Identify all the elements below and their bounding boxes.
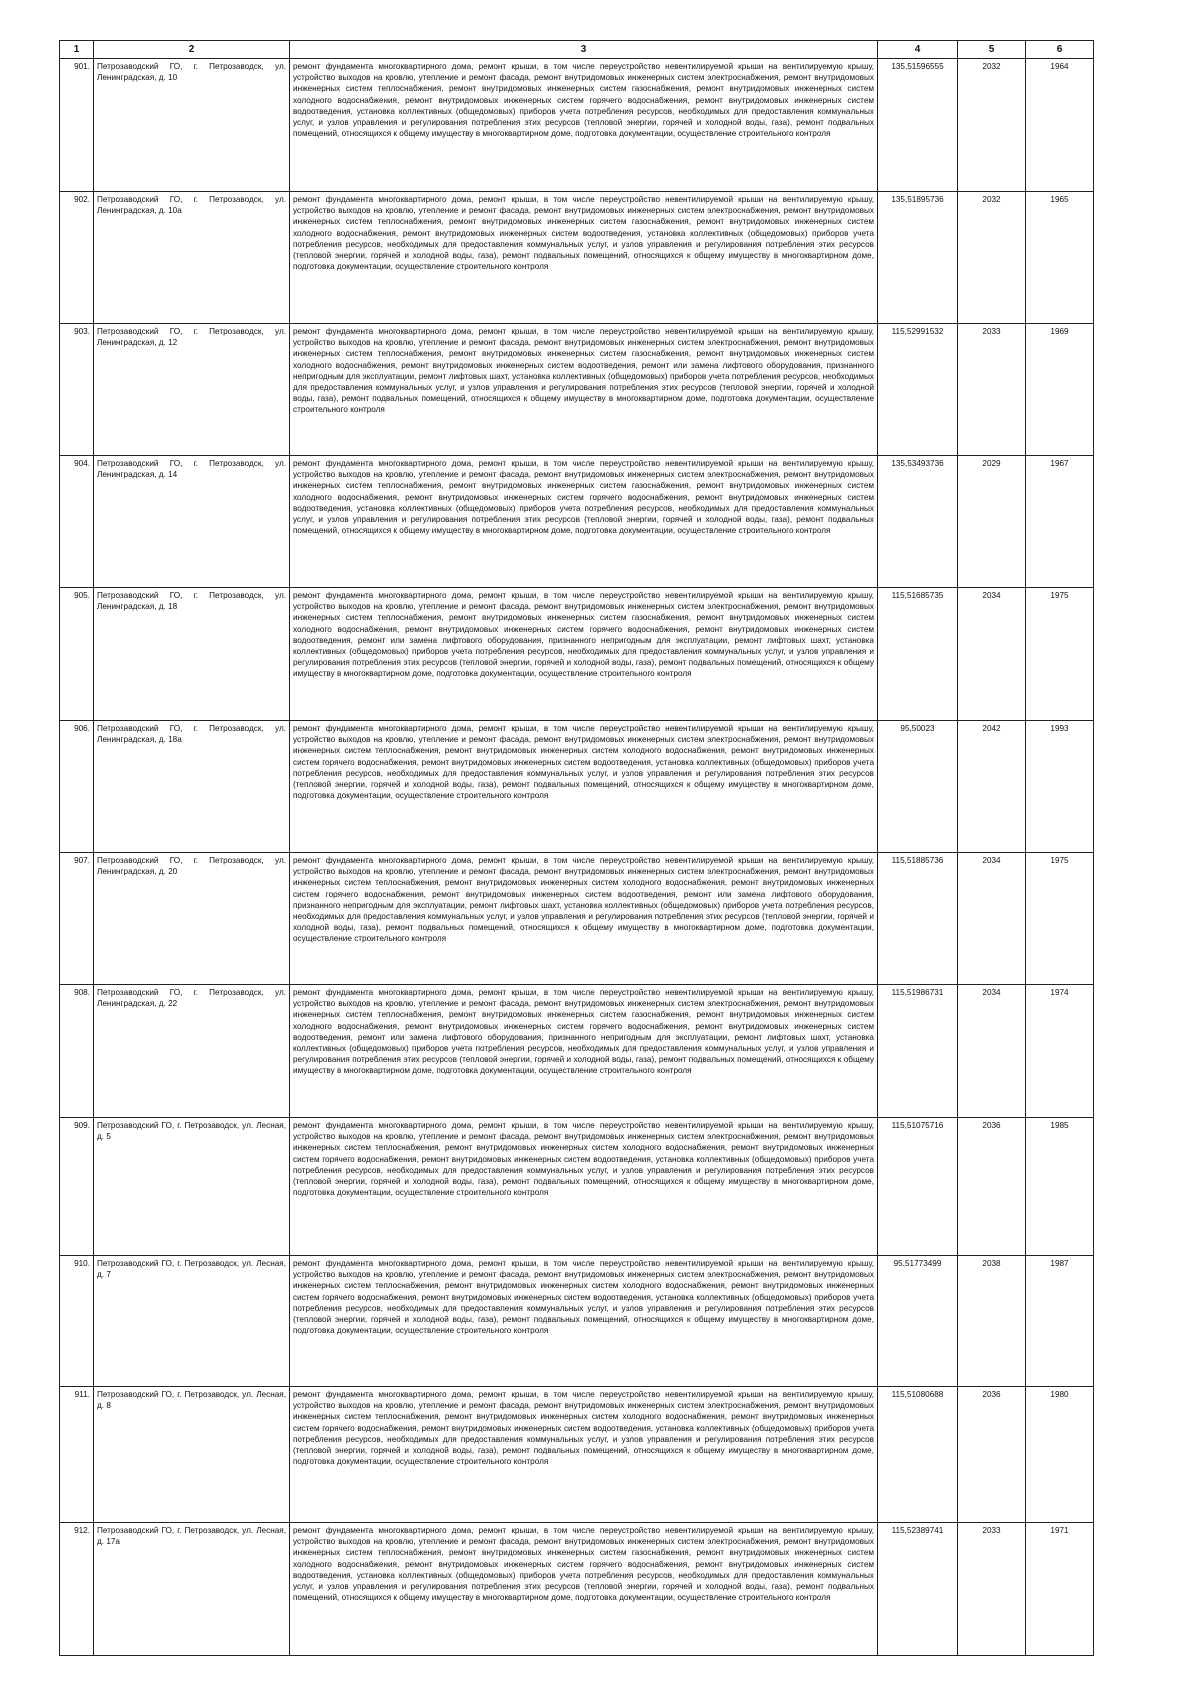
- row-number: 910.: [60, 1256, 94, 1387]
- table-row: [60, 588, 1094, 721]
- table-row: [60, 721, 1094, 853]
- row-planned-year: 2033: [958, 1523, 1026, 1656]
- row-address: Петрозаводский ГО, г. Петрозаводск, ул. Ленинградская, д. 14: [94, 456, 290, 588]
- row-address: Петрозаводский ГО, г. Петрозаводск, ул. Ленинградская, д. 10а: [94, 192, 290, 324]
- row-planned-year: 2036: [958, 1387, 1026, 1523]
- row-works: ремонт фундамента многоквартирного дома, ремонт крыши, в том числе переустройство невентилируемой крыши на вентилируемую крышу, устройство выходов на кровлю, утепление и ремонт фасада, ремонт внутридомовых инженерных систем электроснабжения, ремонт внутридомовых инженерных систем теплоснабжения, ремонт внутридомовых инженерных систем холодного водоснабжения, ремонт внутридомовых инженерных систем горячего водоснабжения, ремонт внутридомовых инженерных систем водоотведения, установка коллективных (общедомовых) приборов учета потребления ресурсов, необходимых для предоставления коммунальных услуг, и узлов управления и регулирования потребления этих ресурсов (тепловой энергии, горячей и холодной воды, газа), ремонт подвальных помещений, относящихся к общему имуществу в многоквартирном доме, подготовка документации, осуществление строительного контроля: [290, 1387, 878, 1523]
- row-address: Петрозаводский ГО, г. Петрозаводск, ул. Ленинградская, д. 18а: [94, 721, 290, 853]
- table-row: [60, 985, 1094, 1118]
- row-planned-year: 2034: [958, 853, 1026, 985]
- row-address: Петрозаводский ГО, г. Петрозаводск, ул. Ленинградская, д. 10: [94, 59, 290, 192]
- row-works: ремонт фундамента многоквартирного дома, ремонт крыши, в том числе переустройство невентилируемой крыши на вентилируемую крышу, устройство выходов на кровлю, утепление и ремонт фасада, ремонт внутридомовых инженерных систем электроснабжения, ремонт внутридомовых инженерных систем теплоснабжения, ремонт внутридомовых инженерных систем газоснабжения, ремонт внутридомовых инженерных систем холодного водоснабжения, ремонт внутридомовых инженерных систем горячего водоснабжения, ремонт внутридомовых инженерных систем водоотведения, установка коллективных (общедомовых) приборов учета потребления ресурсов, необходимых для предоставления коммунальных услуг, и узлов управления и регулирования потребления этих ресурсов (тепловой энергии, горячей и холодной воды, газа), ремонт подвальных помещений, относящихся к общему имуществу в многоквартирном доме, подготовка документации, осуществление строительного контроля: [290, 1523, 878, 1656]
- row-planned-year: 2038: [958, 1256, 1026, 1387]
- row-address: Петрозаводский ГО, г. Петрозаводск, ул. Ленинградская, д. 18: [94, 588, 290, 721]
- row-works: ремонт фундамента многоквартирного дома, ремонт крыши, в том числе переустройство невентилируемой крыши на вентилируемую крышу, устройство выходов на кровлю, утепление и ремонт фасада, ремонт внутридомовых инженерных систем электроснабжения, ремонт внутридомовых инженерных систем теплоснабжения, ремонт внутридомовых инженерных систем холодного водоснабжения, ремонт внутридомовых инженерных систем горячего водоснабжения, ремонт внутридомовых инженерных систем водоотведения, установка коллективных (общедомовых) приборов учета потребления ресурсов, необходимых для предоставления коммунальных услуг, и узлов управления и регулирования потребления этих ресурсов (тепловой энергии, горячей и холодной воды, газа), ремонт подвальных помещений, относящихся к общему имуществу в многоквартирном доме, подготовка документации, осуществление строительного контроля: [290, 1256, 878, 1387]
- row-cost: 115,51075716: [878, 1118, 958, 1256]
- row-cost: 135,51596555: [878, 59, 958, 192]
- row-number: 907.: [60, 853, 94, 985]
- row-address: Петрозаводский ГО, г. Петрозаводск, ул. Ленинградская, д. 22: [94, 985, 290, 1118]
- row-built-year: 1971: [1026, 1523, 1094, 1656]
- row-planned-year: 2032: [958, 59, 1026, 192]
- row-cost: 115,52389741: [878, 1523, 958, 1656]
- row-number: 906.: [60, 721, 94, 853]
- row-works: ремонт фундамента многоквартирного дома, ремонт крыши, в том числе переустройство невентилируемой крыши на вентилируемую крышу, устройство выходов на кровлю, утепление и ремонт фасада, ремонт внутридомовых инженерных систем электроснабжения, ремонт внутридомовых инженерных систем теплоснабжения, ремонт внутридомовых инженерных систем газоснабжения, ремонт внутридомовых инженерных систем холодного водоснабжения, ремонт внутридомовых инженерных систем горячего водоснабжения, ремонт внутридомовых инженерных систем водоотведения, ремонт или замена лифтового оборудования, признанного непригодным для эксплуатации, ремонт лифтовых шахт, установка коллективных (общедомовых) приборов учета потребления ресурсов, необходимых для предоставления коммунальных услуг, и узлов управления и регулирования потребления этих ресурсов (тепловой энергии, горячей и холодной воды, газа), ремонт подвальных помещений, относящихся к общему имуществу в многоквартирном доме, подготовка документации, осуществление строительного контроля: [290, 985, 878, 1118]
- row-built-year: 1974: [1026, 985, 1094, 1118]
- row-number: 912.: [60, 1523, 94, 1656]
- header-col-3: 3: [290, 41, 878, 59]
- row-planned-year: 2033: [958, 324, 1026, 456]
- row-works: ремонт фундамента многоквартирного дома, ремонт крыши, в том числе переустройство невентилируемой крыши на вентилируемую крышу, устройство выходов на кровлю, утепление и ремонт фасада, ремонт внутридомовых инженерных систем электроснабжения, ремонт внутридомовых инженерных систем теплоснабжения, ремонт внутридомовых инженерных систем газоснабжения, ремонт внутридомовых инженерных систем холодного водоснабжения, ремонт внутридомовых инженерных систем горячего водоснабжения, ремонт внутридомовых инженерных систем водоотведения, ремонт или замена лифтового оборудования, признанного непригодным для эксплуатации, ремонт лифтовых шахт, установка коллективных (общедомовых) приборов учета потребления ресурсов, необходимых для предоставления коммунальных услуг, и узлов управления и регулирования потребления этих ресурсов (тепловой энергии, горячей и холодной воды, газа), ремонт подвальных помещений, относящихся к общему имуществу в многоквартирном доме, подготовка документации, осуществление строительного контроля: [290, 588, 878, 721]
- row-number: 911.: [60, 1387, 94, 1523]
- row-built-year: 1967: [1026, 456, 1094, 588]
- row-cost: 115,51885736: [878, 853, 958, 985]
- row-address: Петрозаводский ГО, г. Петрозаводск, ул. Лесная, д. 17а: [94, 1523, 290, 1656]
- header-col-5: 5: [958, 41, 1026, 59]
- row-cost: 95,50023: [878, 721, 958, 853]
- table-row: [60, 192, 1094, 324]
- row-number: 901.: [60, 59, 94, 192]
- row-built-year: 1969: [1026, 324, 1094, 456]
- row-cost: 115,51080688: [878, 1387, 958, 1523]
- row-planned-year: 2029: [958, 456, 1026, 588]
- table-row: [60, 456, 1094, 588]
- row-cost: 115,51685735: [878, 588, 958, 721]
- row-planned-year: 2042: [958, 721, 1026, 853]
- row-cost: 115,52991532: [878, 324, 958, 456]
- header-col-1: 1: [60, 41, 94, 59]
- table-header-row: [60, 41, 1094, 59]
- header-col-6: 6: [1026, 41, 1094, 59]
- table-row: [60, 853, 1094, 985]
- row-address: Петрозаводский ГО, г. Петрозаводск, ул. Лесная, д. 8: [94, 1387, 290, 1523]
- row-built-year: 1975: [1026, 853, 1094, 985]
- row-number: 909.: [60, 1118, 94, 1256]
- row-number: 908.: [60, 985, 94, 1118]
- row-built-year: 1964: [1026, 59, 1094, 192]
- row-planned-year: 2034: [958, 588, 1026, 721]
- row-built-year: 1980: [1026, 1387, 1094, 1523]
- row-works: ремонт фундамента многоквартирного дома, ремонт крыши, в том числе переустройство невентилируемой крыши на вентилируемую крышу, устройство выходов на кровлю, утепление и ремонт фасада, ремонт внутридомовых инженерных систем электроснабжения, ремонт внутридомовых инженерных систем теплоснабжения, ремонт внутридомовых инженерных систем холодного водоснабжения, ремонт внутридомовых инженерных систем горячего водоснабжения, ремонт внутридомовых инженерных систем водоотведения, установка коллективных (общедомовых) приборов учета потребления ресурсов, необходимых для предоставления коммунальных услуг, и узлов управления и регулирования потребления этих ресурсов (тепловой энергии, горячей и холодной воды, газа), ремонт подвальных помещений, относящихся к общему имуществу в многоквартирном доме, подготовка документации, осуществление строительного контроля: [290, 721, 878, 853]
- table-row: [60, 1256, 1094, 1387]
- capital-repair-table: [59, 40, 1094, 1656]
- row-address: Петрозаводский ГО, г. Петрозаводск, ул. Ленинградская, д. 20: [94, 853, 290, 985]
- row-works: ремонт фундамента многоквартирного дома, ремонт крыши, в том числе переустройство невентилируемой крыши на вентилируемую крышу, устройство выходов на кровлю, утепление и ремонт фасада, ремонт внутридомовых инженерных систем электроснабжения, ремонт внутридомовых инженерных систем теплоснабжения, ремонт внутридомовых инженерных систем холодного водоснабжения, ремонт внутридомовых инженерных систем горячего водоснабжения, ремонт внутридомовых инженерных систем водоотведения, ремонт или замена лифтового оборудования, признанного непригодным для эксплуатации, ремонт лифтовых шахт, установка коллективных (общедомовых) приборов учета потребления ресурсов, необходимых для предоставления коммунальных услуг, и узлов управления и регулирования потребления этих ресурсов (тепловой энергии, горячей и холодной воды, газа), ремонт подвальных помещений, относящихся к общему имуществу в многоквартирном доме, подготовка документации, осуществление строительного контроля: [290, 853, 878, 985]
- row-works: ремонт фундамента многоквартирного дома, ремонт крыши, в том числе переустройство невентилируемой крыши на вентилируемую крышу, устройство выходов на кровлю, утепление и ремонт фасада, ремонт внутридомовых инженерных систем электроснабжения, ремонт внутридомовых инженерных систем теплоснабжения, ремонт внутридомовых инженерных систем газоснабжения, ремонт внутридомовых инженерных систем холодного водоснабжения, ремонт внутридомовых инженерных систем водоотведения, ремонт или замена лифтового оборудования, признанного непригодным для эксплуатации, ремонт лифтовых шахт, установка коллективных (общедомовых) приборов учета потребления ресурсов, необходимых для предоставления коммунальных услуг, и узлов управления и регулирования потребления этих ресурсов (тепловой энергии, горячей и холодной воды, газа), ремонт подвальных помещений, относящихся к общему имуществу в многоквартирном доме, подготовка документации, осуществление строительного контроля: [290, 324, 878, 456]
- row-cost: 135,51895736: [878, 192, 958, 324]
- table-row: [60, 324, 1094, 456]
- row-cost: 135,53493736: [878, 456, 958, 588]
- row-planned-year: 2036: [958, 1118, 1026, 1256]
- row-number: 904.: [60, 456, 94, 588]
- row-built-year: 1965: [1026, 192, 1094, 324]
- row-built-year: 1975: [1026, 588, 1094, 721]
- header-col-4: 4: [878, 41, 958, 59]
- row-address: Петрозаводский ГО, г. Петрозаводск, ул. Лесная, д. 7: [94, 1256, 290, 1387]
- row-cost: 95,51773499: [878, 1256, 958, 1387]
- row-address: Петрозаводский ГО, г. Петрозаводск, ул. Ленинградская, д. 12: [94, 324, 290, 456]
- table-row: [60, 1387, 1094, 1523]
- row-works: ремонт фундамента многоквартирного дома, ремонт крыши, в том числе переустройство невентилируемой крыши на вентилируемую крышу, устройство выходов на кровлю, утепление и ремонт фасада, ремонт внутридомовых инженерных систем электроснабжения, ремонт внутридомовых инженерных систем теплоснабжения, ремонт внутридомовых инженерных систем газоснабжения, ремонт внутридомовых инженерных систем холодного водоснабжения, ремонт внутридомовых инженерных систем водоотведения, установка коллективных (общедомовых) приборов учета потребления ресурсов, необходимых для предоставления коммунальных услуг, и узлов управления и регулирования потребления этих ресурсов (тепловой энергии, горячей и холодной воды, газа), ремонт подвальных помещений, относящихся к общему имуществу в многоквартирном доме, подготовка документации, осуществление строительного контроля: [290, 192, 878, 324]
- table-row: [60, 1523, 1094, 1656]
- row-address: Петрозаводский ГО, г. Петрозаводск, ул. Лесная, д. 5: [94, 1118, 290, 1256]
- header-col-2: 2: [94, 41, 290, 59]
- row-built-year: 1987: [1026, 1256, 1094, 1387]
- row-works: ремонт фундамента многоквартирного дома, ремонт крыши, в том числе переустройство невентилируемой крыши на вентилируемую крышу, устройство выходов на кровлю, утепление и ремонт фасада, ремонт внутридомовых инженерных систем электроснабжения, ремонт внутридомовых инженерных систем теплоснабжения, ремонт внутридомовых инженерных систем газоснабжения, ремонт внутридомовых инженерных систем холодного водоснабжения, ремонт внутридомовых инженерных систем горячего водоснабжения, ремонт внутридомовых инженерных систем водоотведения, установка коллективных (общедомовых) приборов учета потребления ресурсов, необходимых для предоставления коммунальных услуг, и узлов управления и регулирования потребления этих ресурсов (тепловой энергии, горячей и холодной воды, газа), ремонт подвальных помещений, относящихся к общему имуществу в многоквартирном доме, подготовка документации, осуществление строительного контроля: [290, 456, 878, 588]
- table-row: [60, 1118, 1094, 1256]
- row-cost: 115,51986731: [878, 985, 958, 1118]
- row-number: 903.: [60, 324, 94, 456]
- row-planned-year: 2032: [958, 192, 1026, 324]
- row-number: 905.: [60, 588, 94, 721]
- table-row: [60, 59, 1094, 192]
- row-built-year: 1985: [1026, 1118, 1094, 1256]
- row-built-year: 1993: [1026, 721, 1094, 853]
- row-works: ремонт фундамента многоквартирного дома, ремонт крыши, в том числе переустройство невентилируемой крыши на вентилируемую крышу, устройство выходов на кровлю, утепление и ремонт фасада, ремонт внутридомовых инженерных систем электроснабжения, ремонт внутридомовых инженерных систем теплоснабжения, ремонт внутридомовых инженерных систем холодного водоснабжения, ремонт внутридомовых инженерных систем горячего водоснабжения, ремонт внутридомовых инженерных систем водоотведения, установка коллективных (общедомовых) приборов учета потребления ресурсов, необходимых для предоставления коммунальных услуг, и узлов управления и регулирования потребления этих ресурсов (тепловой энергии, горячей и холодной воды, газа), ремонт подвальных помещений, относящихся к общему имуществу в многоквартирном доме, подготовка документации, осуществление строительного контроля: [290, 1118, 878, 1256]
- row-planned-year: 2034: [958, 985, 1026, 1118]
- row-works: ремонт фундамента многоквартирного дома, ремонт крыши, в том числе переустройство невентилируемой крыши на вентилируемую крышу, устройство выходов на кровлю, утепление и ремонт фасада, ремонт внутридомовых инженерных систем электроснабжения, ремонт внутридомовых инженерных систем теплоснабжения, ремонт внутридомовых инженерных систем газоснабжения, ремонт внутридомовых инженерных систем холодного водоснабжения, ремонт внутридомовых инженерных систем горячего водоснабжения, ремонт внутридомовых инженерных систем водоотведения, установка коллективных (общедомовых) приборов учета потребления ресурсов, необходимых для предоставления коммунальных услуг, и узлов управления и регулирования потребления этих ресурсов (тепловой энергии, горячей и холодной воды, газа), ремонт подвальных помещений, относящихся к общему имуществу в многоквартирном доме, подготовка документации, осуществление строительного контроля: [290, 59, 878, 192]
- row-number: 902.: [60, 192, 94, 324]
